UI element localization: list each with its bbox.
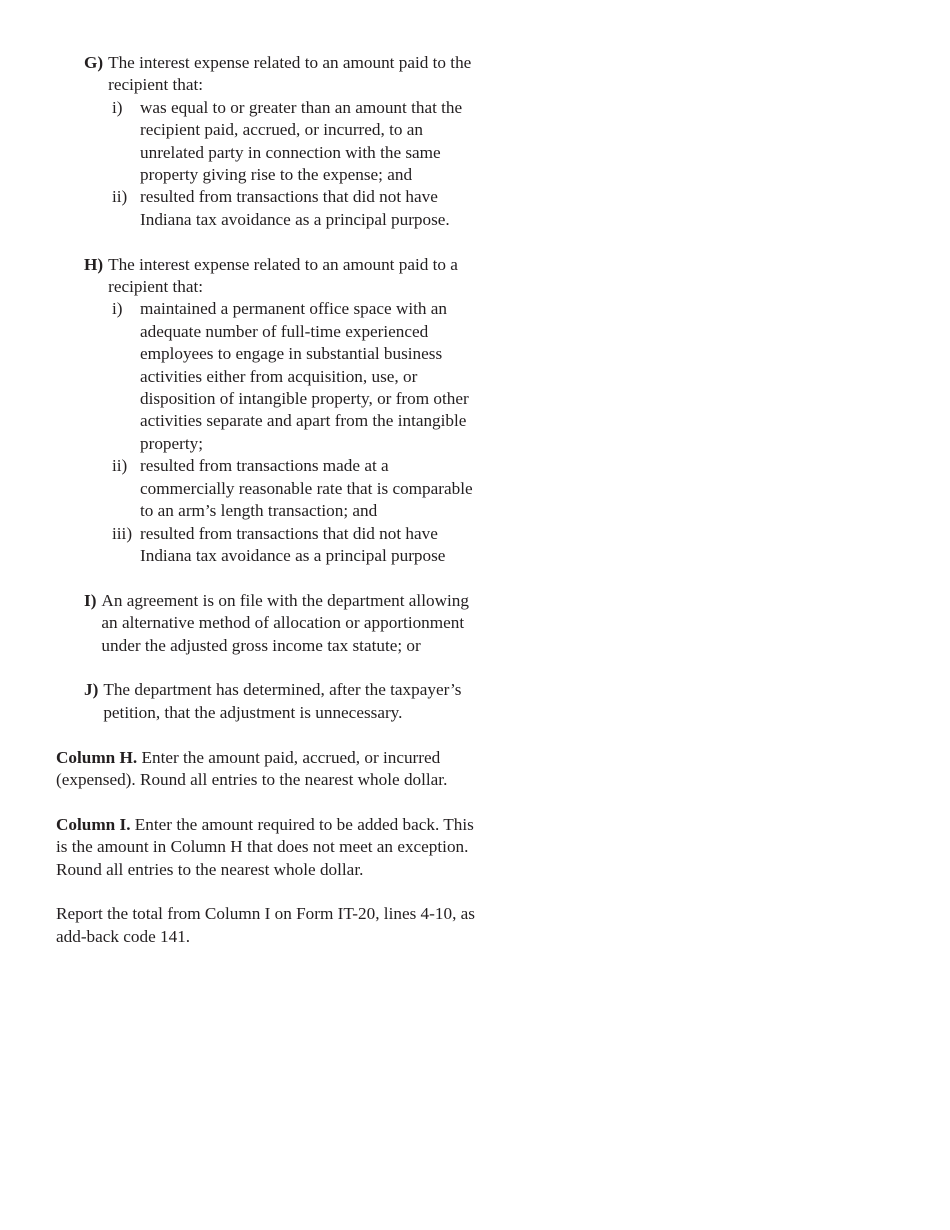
column-i-label: Column I. <box>56 814 131 834</box>
column-h-paragraph <box>56 747 476 792</box>
exception-item-j <box>84 679 476 724</box>
item-letter: J) <box>84 680 99 700</box>
sub-item-text: maintained a permanent office space with an adequate number of full-time experienced employees to engage in substantial business activities either from acquisition, use, or disposition of intangible property, or from other activities separate and apart from the intangible property; <box>140 299 469 453</box>
exception-item-i <box>84 590 476 657</box>
sub-item <box>112 186 476 231</box>
exception-item-g <box>84 52 476 231</box>
sub-item-number: ii) <box>112 187 128 207</box>
column-i-paragraph <box>56 814 476 881</box>
sub-item <box>112 523 476 568</box>
report-paragraph: Report the total from Column I on Form IT-20, lines 4-10, as add-back code 141. <box>56 904 475 946</box>
sub-item-text: resulted from transactions made at a commercially reasonable rate that is comparable to an arm’s length transaction; and <box>140 456 473 521</box>
item-letter: I) <box>84 590 97 610</box>
column-i-text: Enter the amount required to be added back. This is the amount in Column H that does not meet an exception. Round all entries to the nearest whole dollar. <box>56 814 474 879</box>
column-h-label: Column H. <box>56 747 138 767</box>
document-page <box>56 52 476 948</box>
item-letter: H) <box>84 254 104 274</box>
sub-list <box>112 97 476 231</box>
sub-item-number: i) <box>112 97 123 117</box>
sub-item-number: iii) <box>112 523 133 543</box>
sub-item-text: was equal to or greater than an amount that the recipient paid, accrued, or incurred, to an unrelated party in connection with the same property giving rise to the expense; and <box>140 97 463 185</box>
sub-item <box>112 97 476 187</box>
sub-item <box>112 298 476 455</box>
sub-item-text: resulted from transactions that did not have Indiana tax avoidance as a principal purpose <box>140 523 446 565</box>
exception-item-h <box>84 254 476 568</box>
item-text: The interest expense related to an amount paid to the recipient that: <box>108 53 472 95</box>
item-text: The interest expense related to an amount paid to a recipient that: <box>108 254 458 297</box>
sub-item <box>112 455 476 522</box>
item-letter: G) <box>84 53 104 72</box>
sub-list <box>112 298 476 567</box>
sub-item-text: resulted from transactions that did not have Indiana tax avoidance as a principal purpose. <box>140 187 450 229</box>
column-h-text: Enter the amount paid, accrued, or incurred (expensed). Round all entries to the nearest whole dollar. <box>56 747 448 789</box>
sub-item-number: i) <box>112 299 123 319</box>
item-text: An agreement is on file with the department allowing an alternative method of allocation or apportionment under the adjusted gross income tax statute; or <box>101 590 469 655</box>
item-text: The department has determined, after the taxpayer’s petition, that the adjustment is unnecessary. <box>103 680 462 722</box>
sub-item-number: ii) <box>112 456 128 476</box>
